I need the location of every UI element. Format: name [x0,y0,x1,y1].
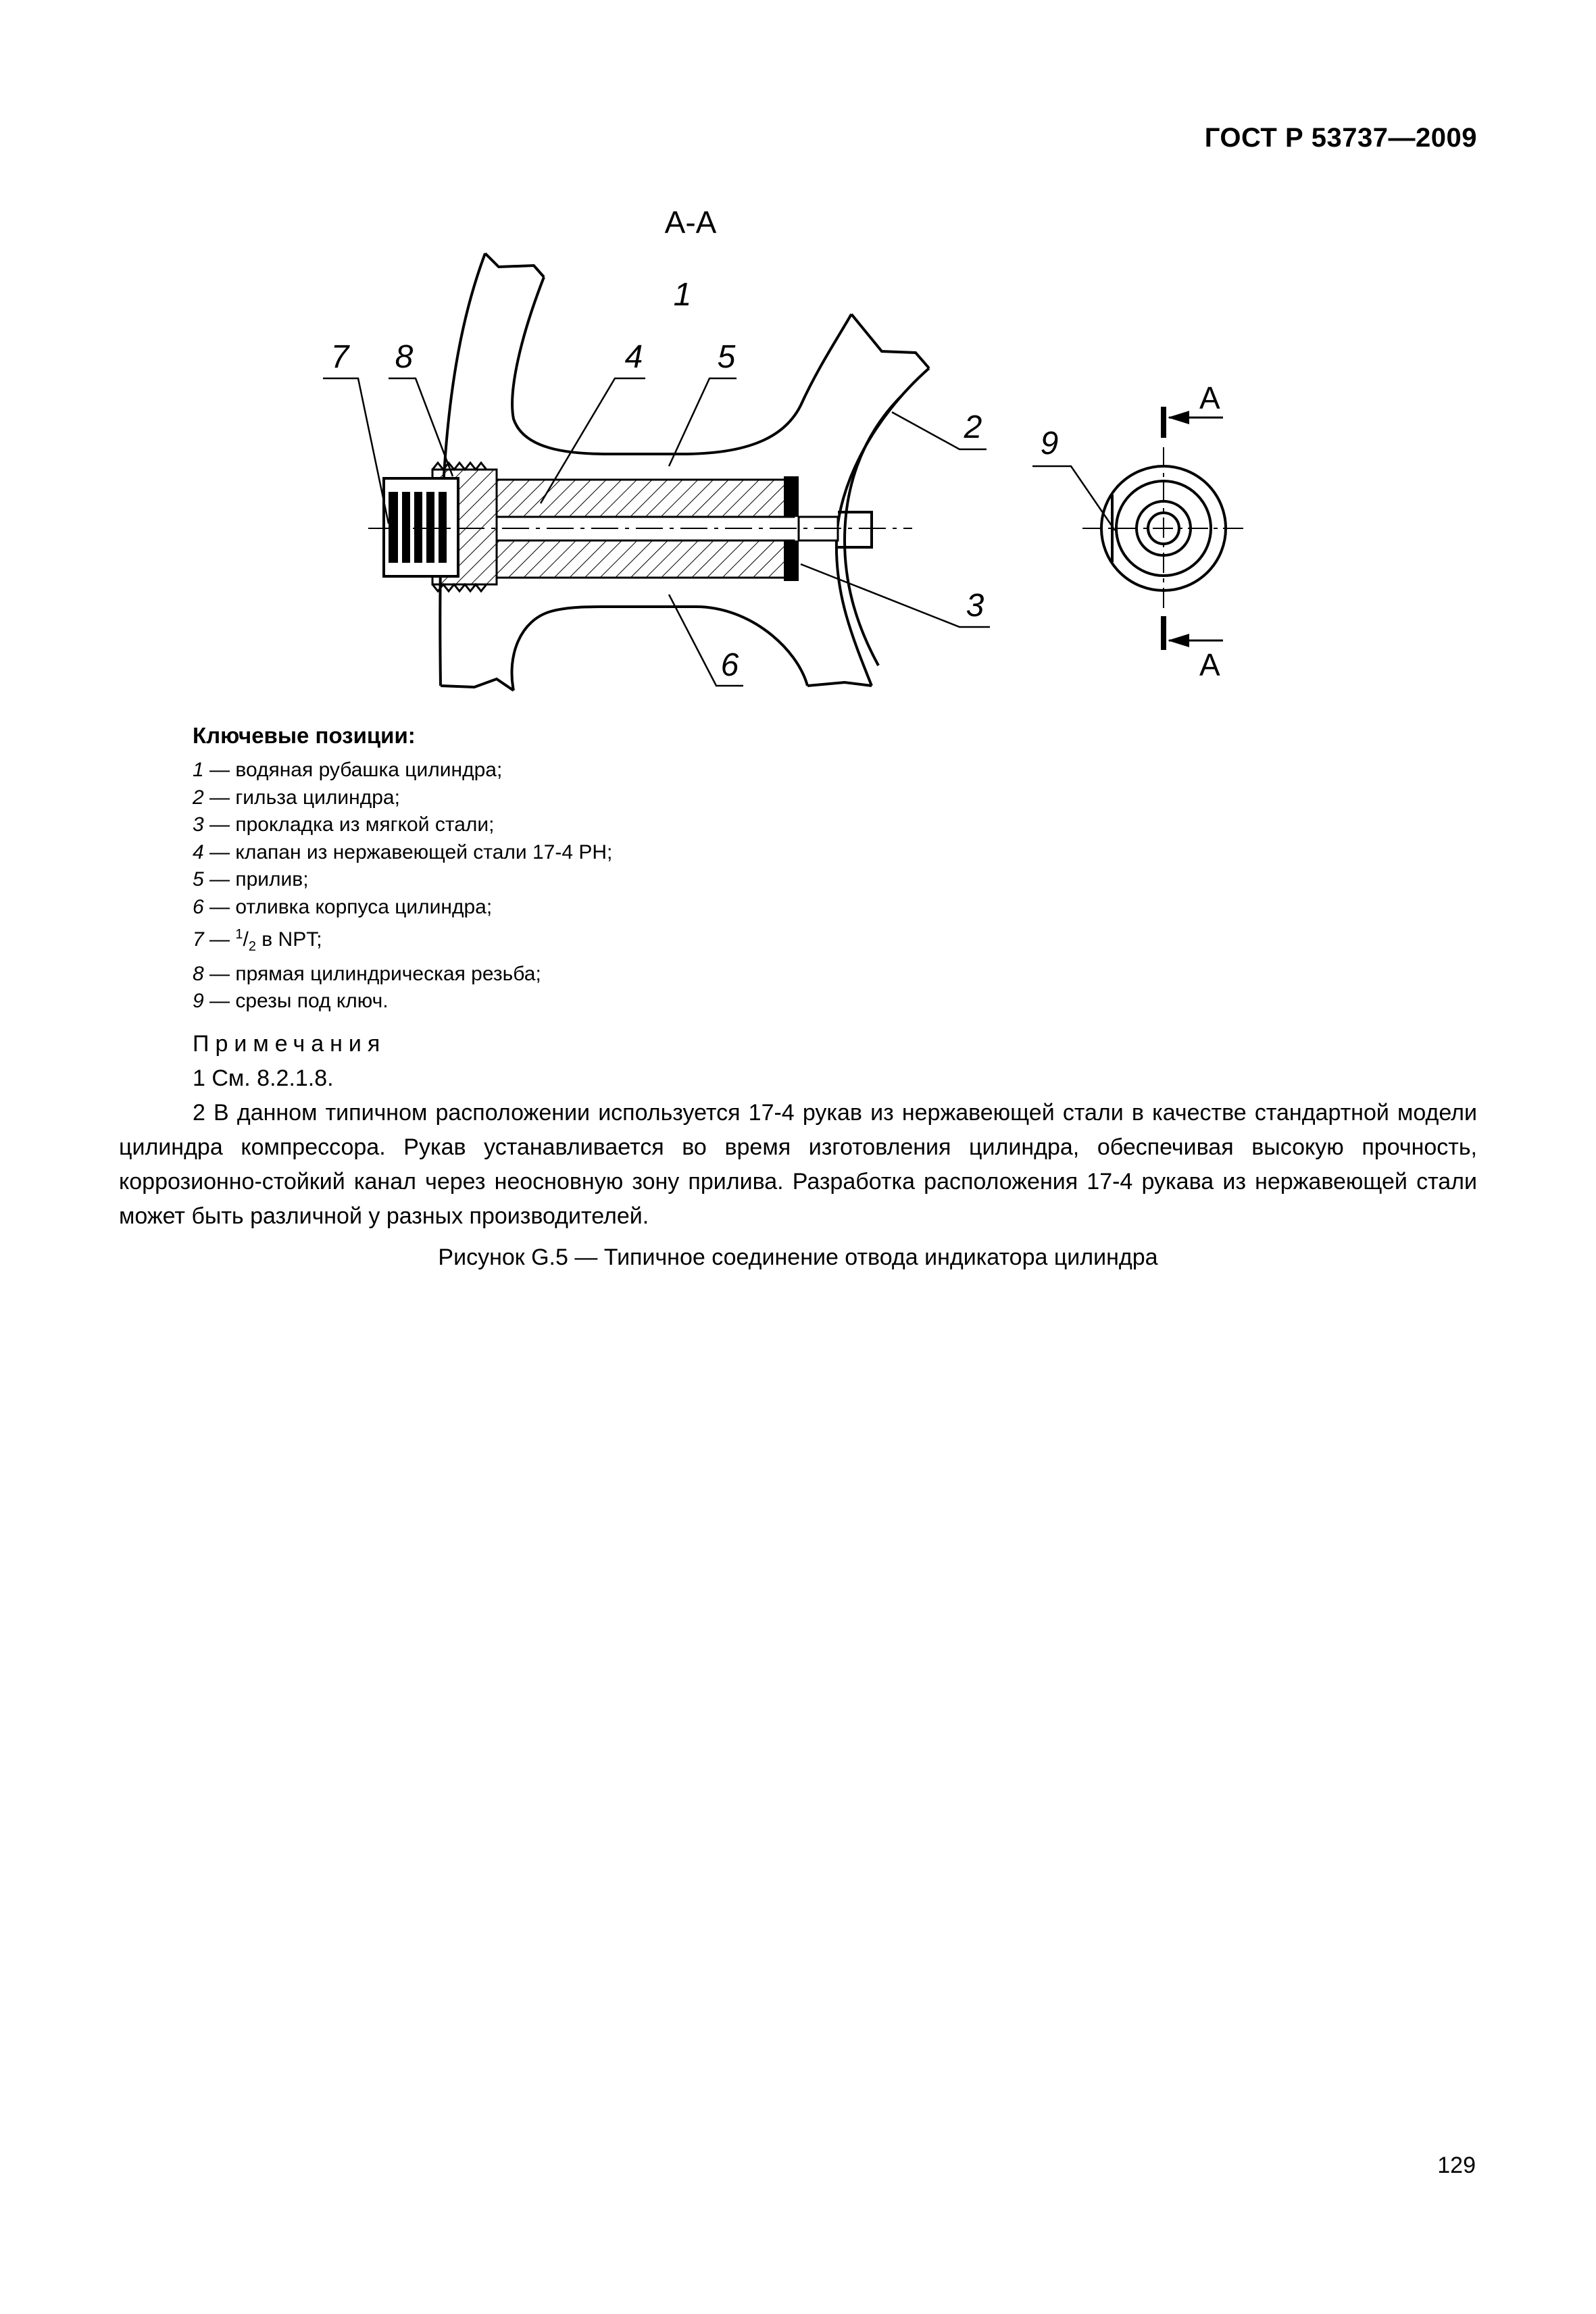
key-item: 4 — клапан из нержавеющей стали 17-4 РН; [193,840,613,863]
section-label: А-А [664,205,717,240]
section-arrow-bottom [1168,634,1189,647]
callout-6: 6 [720,647,739,683]
view-label-bottom: А [1199,647,1220,682]
key-title: Ключевые позиции: [193,723,416,748]
key-item: 6 — отливка корпуса цилиндра; [193,895,493,918]
key-item: 5 — прилив; [193,868,309,890]
key-item: 2 — гильза цилиндра; [193,786,400,809]
callout-4: 4 [624,339,643,375]
valve-sleeve [432,470,838,584]
callout-7: 7 [330,339,349,375]
notes-title: Примечания [193,1031,386,1057]
callout-5: 5 [717,339,736,375]
note-2: 2 В данном типичном расположении используется 17-4 рукав из нержавеющей стали в качестве стандартной модели цилиндра компрессора. Рукав устанавливается во время изготовления цилиндра, обеспечивая высокую прочность, коррозионно-стойкий канал через неосновную зону прилива. Разработка расположения 17-4 рукава из нержавеющей стали может быть различной у разных производителей. [119,1100,1477,1229]
callout-3: 3 [966,588,984,624]
end-view [1082,407,1245,650]
key-item: 1 — водяная рубашка цилиндра; [193,759,503,781]
note-1: 1 См. 8.2.1.8. [193,1065,334,1091]
document-code: ГОСТ Р 53737—2009 [1204,123,1477,153]
key-list [193,757,612,1015]
callout-2: 2 [964,409,982,445]
callout-8: 8 [395,339,414,375]
key-item: 7 — $^1/_2$ в NPT; [193,927,322,954]
figure-caption: Рисунок G.5 — Типичное соединение отвода индикатора цилиндра [438,1244,1158,1270]
technical-drawing [0,0,1596,716]
callout-9: 9 [1040,426,1059,461]
key-item: 3 — прокладка из мягкой стали; [193,813,495,836]
page-number: 129 [1437,2153,1476,2178]
view-label-top: А [1199,380,1220,416]
key-item: 8 — прямая цилиндрическая резьба; [193,962,541,985]
section-arrow-top [1168,411,1189,424]
notes-section [119,1027,1477,1234]
key-item: 9 — срезы под ключ. [193,990,389,1012]
callout-1: 1 [673,277,692,313]
